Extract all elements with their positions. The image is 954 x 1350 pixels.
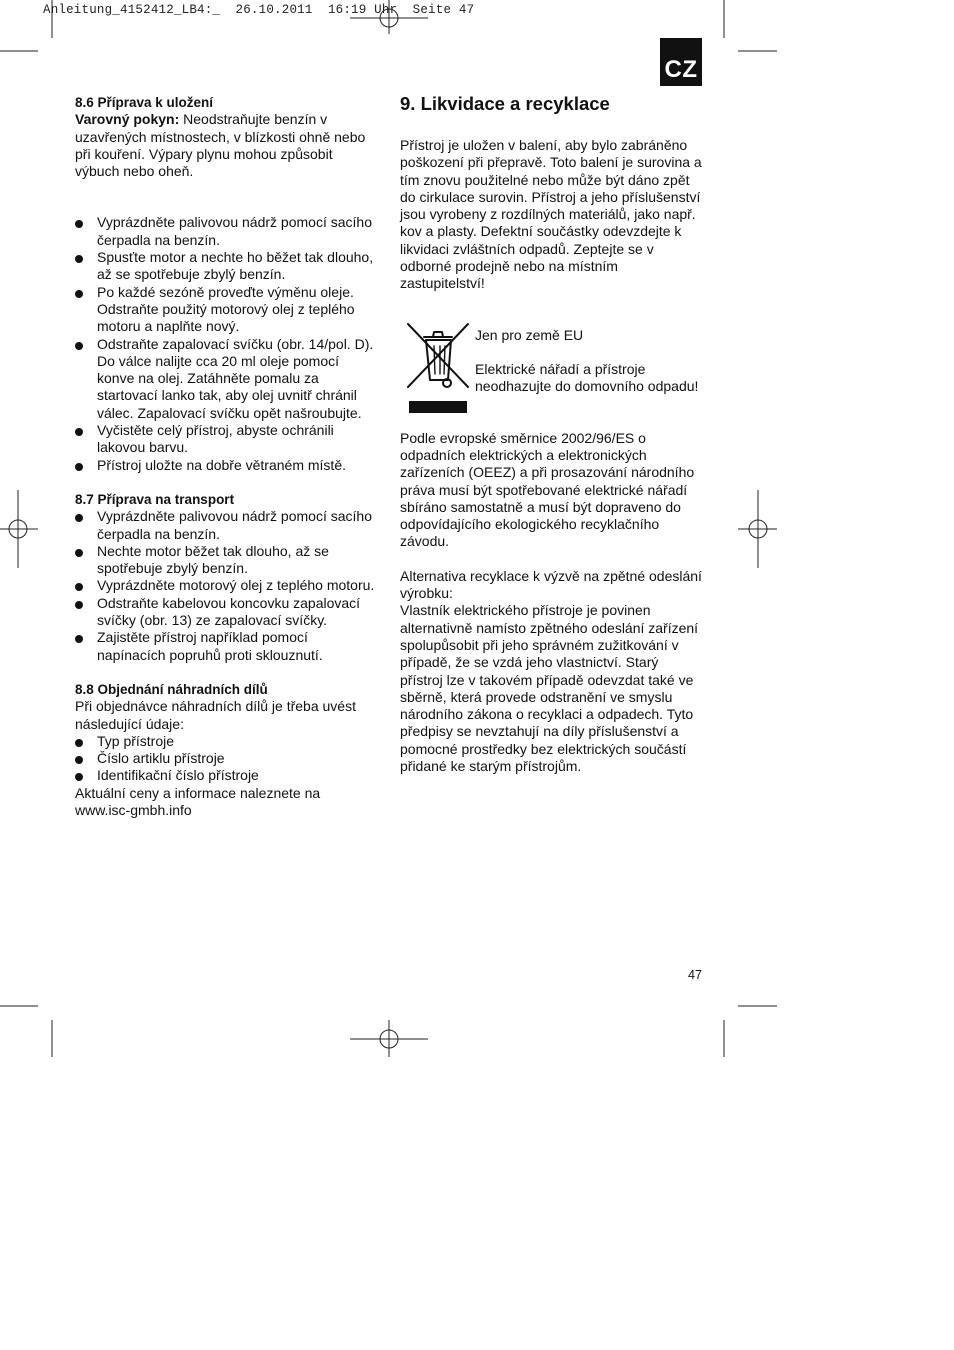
- list-item: Odstraňte zapalovací svíčku (obr. 14/pol. D). Do válce nalijte cca 20 ml oleje pomocí konve na olej. Zatáhněte pomalu za startovací lanko tak, aby olej uvnitř chránil válec. Zapalovací svíčku opět našroubujte.: [75, 336, 375, 422]
- weee-text: [475, 327, 704, 396]
- list-item: Vyprázdněte palivovou nádrž pomocí sacího čerpadla na benzín.: [75, 508, 375, 543]
- section-8-6: [75, 94, 375, 474]
- spare-parts-intro: Při objednávce náhradních dílů je třeba uvést následující údaje:: [75, 698, 356, 732]
- list-item: Typ přístroje: [75, 733, 375, 750]
- registration-crosshair-icon: [0, 490, 38, 568]
- page-number: 47: [688, 968, 702, 982]
- alternative-recycling-lead: Alternativa recyklace k výzvě na zpětné odeslání výrobku:: [400, 567, 702, 602]
- section-heading: 8.8 Objednání náhradních dílů: [75, 681, 268, 697]
- language-badge: CZ: [660, 38, 702, 86]
- list-item: Nechte motor běžet tak dlouho, až se spotřebuje zbylý benzín.: [75, 543, 375, 578]
- section-8-7: [75, 491, 375, 664]
- crossed-out-wheeled-bin-icon: [405, 317, 471, 413]
- right-column: [400, 93, 704, 775]
- spare-parts-outro: Aktuální ceny a informace naleznete na www.isc-gmbh.info: [75, 784, 321, 818]
- warning-paragraph: [75, 111, 375, 180]
- registration-crosshair-icon: [350, 0, 428, 34]
- weee-line-disposal: Elektrické nářadí a přístroje neodhazujte do domovního odpadu!: [475, 360, 699, 395]
- list-item: Odstraňte kabelovou koncovku zapalovací svíčky (obr. 13) ze zapalovací svíčky.: [75, 595, 375, 630]
- spare-parts-list: [75, 733, 375, 785]
- storage-steps-list: [75, 214, 375, 473]
- directive-paragraph: Podle evropské směrnice 2002/96/ES o odpadních elektrických a elektronických zařízeních (OEEZ) a při prosazování národního práva musí být spotřebované elektrické nářadí sbíráno samostatně a musí být dopraveno do odpovídajícího ekologického recyklačního závodu.: [400, 429, 695, 550]
- section-8-8: [75, 681, 375, 819]
- registration-crosshair-icon: [738, 490, 777, 568]
- alternative-recycling-paragraph: Vlastník elektrického přístroje je povinen alternativně namísto zpětného odeslání zařízení spolupůsobit při jeho správném zužitkování v případě, že se vzdá jeho vlastnictví. Starý přístroj lze v takovém případě odevzdat také ve sběrně, která provede odstranění ve smyslu národního zákona o recyklaci a odpadech. Tyto předpisy se nevztahují na díly příslušenství a pomocné prostředky bez elektrických součástí přidané ke starým přístrojům.: [400, 602, 699, 775]
- list-item: Zajistěte přístroj například pomocí napínacích popruhů proti sklouznutí.: [75, 629, 375, 664]
- list-item: Vyprázdněte motorový olej z teplého motoru.: [75, 577, 375, 594]
- section-heading: 8.6 Příprava k uložení: [75, 95, 214, 110]
- list-item: Vyčistěte celý přístroj, abyste ochránili lakovou barvu.: [75, 422, 375, 457]
- transport-steps-list: [75, 508, 375, 664]
- list-item: Po každé sezóně proveďte výměnu oleje. Odstraňte použitý motorový olej z teplého motoru a naplňte nový.: [75, 284, 375, 336]
- list-item: Vyprázdněte palivovou nádrž pomocí sacího čerpadla na benzín.: [75, 214, 375, 249]
- weee-notice: [400, 327, 704, 413]
- warning-label: Varovný pokyn:: [75, 111, 180, 128]
- list-item: Číslo artiklu přístroje: [75, 750, 375, 767]
- print-slug: Anleitung_4152412_LB4:_ 26.10.2011 16:19 Uhr Seite 47: [43, 3, 475, 17]
- weee-line-eu: Jen pro země EU: [475, 326, 584, 343]
- packaging-paragraph: Přístroj je uložen v balení, aby bylo zabráněno poškození při přepravě. Toto balení je surovina a tím znovu použitelné nebo může být dáno zpět do cirkulace surovin. Přístroj a jeho příslušenství jsou vyrobeny z rozdílných materiálů, jako např. kov a plasty. Defektní součástky odevzdejte k likvidaci zvláštních odpadů. Zeptejte se v odborné prodejně nebo na místním zastupitelství!: [400, 137, 702, 292]
- list-item: Spusťte motor a nechte ho běžet tak dlouho, až se spotřebuje zbylý benzín.: [75, 249, 375, 284]
- list-item: Přístroj uložte na dobře větraném místě.: [75, 457, 375, 474]
- registration-crosshair-icon: [350, 1020, 428, 1057]
- left-column: [75, 94, 375, 819]
- list-item: Identifikační číslo přístroje: [75, 767, 375, 784]
- warning-text: Neodstraňujte benzín v uzavřených místnostech, v blízkosti ohně nebo při kouření. Výpary plynu mohou způsobit výbuch nebo oheň.: [75, 111, 366, 180]
- page-title: 9. Likvidace a recyklace: [400, 93, 610, 114]
- section-heading: 8.7 Příprava na transport: [75, 491, 235, 507]
